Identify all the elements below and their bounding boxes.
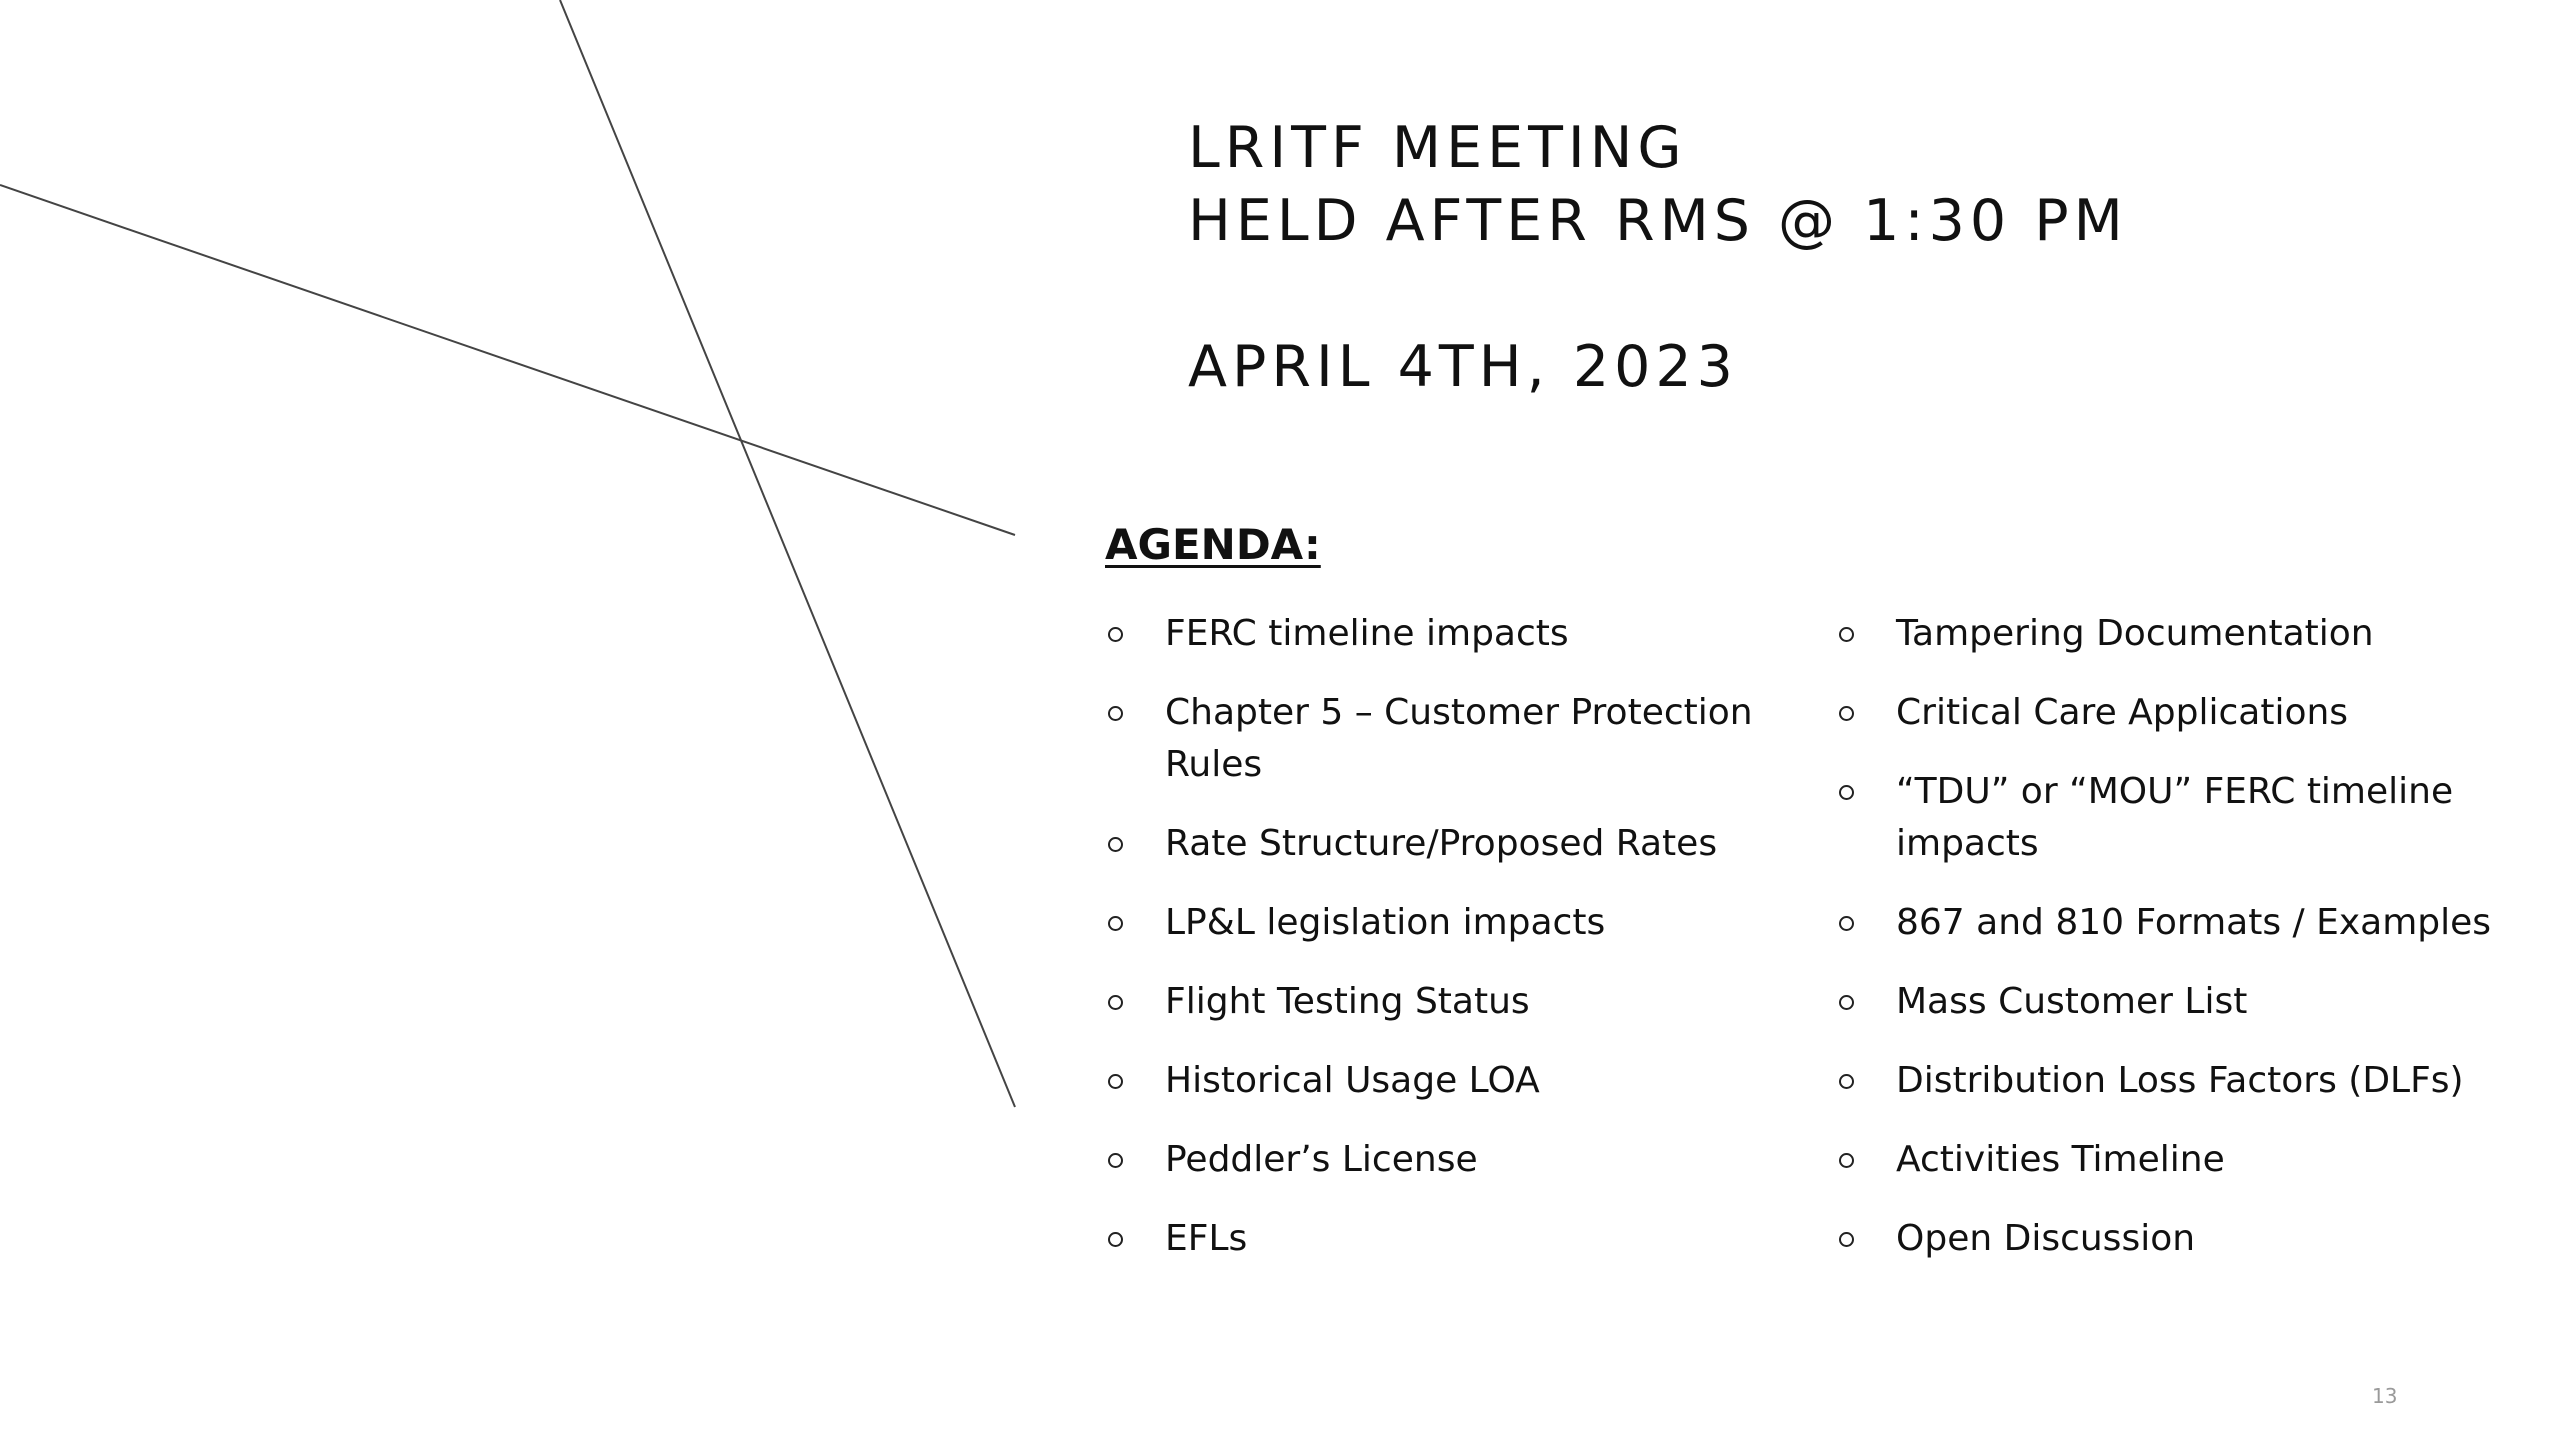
page-number: 13: [2372, 1384, 2398, 1408]
title-meeting-name: LRITF MEETING: [1188, 115, 1687, 181]
hollow-circle-bullet-icon: [1839, 627, 1854, 642]
agenda-item-text: “TDU” or “MOU” FERC timeline impacts: [1896, 771, 2454, 864]
hollow-circle-bullet-icon: [1108, 837, 1123, 852]
agenda-item: [1105, 1134, 1825, 1186]
agenda-item-text: 867 and 810 Formats / Examples: [1896, 902, 2492, 943]
agenda-item: [1836, 766, 2556, 870]
agenda-item: [1836, 1213, 2556, 1265]
hollow-circle-bullet-icon: [1839, 1153, 1854, 1168]
agenda-item-text: FERC timeline impacts: [1165, 613, 1569, 654]
agenda-item: [1836, 1055, 2556, 1107]
agenda-item: [1836, 897, 2556, 949]
slide-title: [1188, 112, 2488, 404]
agenda-item: [1105, 818, 1825, 870]
agenda-item-text: Mass Customer List: [1896, 981, 2248, 1022]
agenda-item-text: Peddler’s License: [1165, 1139, 1478, 1180]
agenda-item: [1836, 687, 2556, 739]
hollow-circle-bullet-icon: [1839, 785, 1854, 800]
decorative-line-diagonal-steep: [560, 0, 1015, 1107]
agenda-item: [1105, 897, 1825, 949]
agenda-item-text: Critical Care Applications: [1896, 692, 2349, 733]
hollow-circle-bullet-icon: [1839, 1074, 1854, 1089]
agenda-item: [1836, 976, 2556, 1028]
hollow-circle-bullet-icon: [1839, 1232, 1854, 1247]
agenda-item-text: Distribution Loss Factors (DLFs): [1896, 1060, 2464, 1101]
agenda-heading: AGENDA:: [1105, 520, 1321, 569]
agenda-item-text: Tampering Documentation: [1896, 613, 2374, 654]
decorative-lines: [0, 0, 1020, 1120]
title-meeting-time: HELD AFTER RMS @ 1:30 PM: [1188, 188, 2128, 254]
agenda-item: [1836, 608, 2556, 660]
hollow-circle-bullet-icon: [1108, 1232, 1123, 1247]
agenda-item-text: EFLs: [1165, 1218, 1248, 1259]
hollow-circle-bullet-icon: [1839, 995, 1854, 1010]
decorative-line-diagonal-shallow: [0, 185, 1015, 535]
agenda-item: [1105, 1055, 1825, 1107]
agenda-item: [1105, 1213, 1825, 1265]
hollow-circle-bullet-icon: [1108, 627, 1123, 642]
hollow-circle-bullet-icon: [1108, 995, 1123, 1010]
hollow-circle-bullet-icon: [1839, 916, 1854, 931]
agenda-item-text: LP&L legislation impacts: [1165, 902, 1606, 943]
hollow-circle-bullet-icon: [1108, 916, 1123, 931]
hollow-circle-bullet-icon: [1108, 1153, 1123, 1168]
agenda-list-left: [1105, 608, 1825, 1292]
agenda-item-text: Historical Usage LOA: [1165, 1060, 1540, 1101]
agenda-item: [1105, 687, 1825, 791]
agenda-item-text: Activities Timeline: [1896, 1139, 2225, 1180]
agenda-list-right: [1836, 608, 2556, 1292]
title-meeting-date: APRIL 4TH, 2023: [1188, 334, 1738, 400]
agenda-item-text: Chapter 5 – Customer Protection Rules: [1165, 692, 1753, 785]
agenda-item-text: Rate Structure/Proposed Rates: [1165, 823, 1718, 864]
hollow-circle-bullet-icon: [1108, 1074, 1123, 1089]
agenda-item: [1836, 1134, 2556, 1186]
agenda-item: [1105, 608, 1825, 660]
agenda-item: [1105, 976, 1825, 1028]
agenda-item-text: Open Discussion: [1896, 1218, 2196, 1259]
agenda-item-text: Flight Testing Status: [1165, 981, 1530, 1022]
hollow-circle-bullet-icon: [1839, 706, 1854, 721]
hollow-circle-bullet-icon: [1108, 706, 1123, 721]
